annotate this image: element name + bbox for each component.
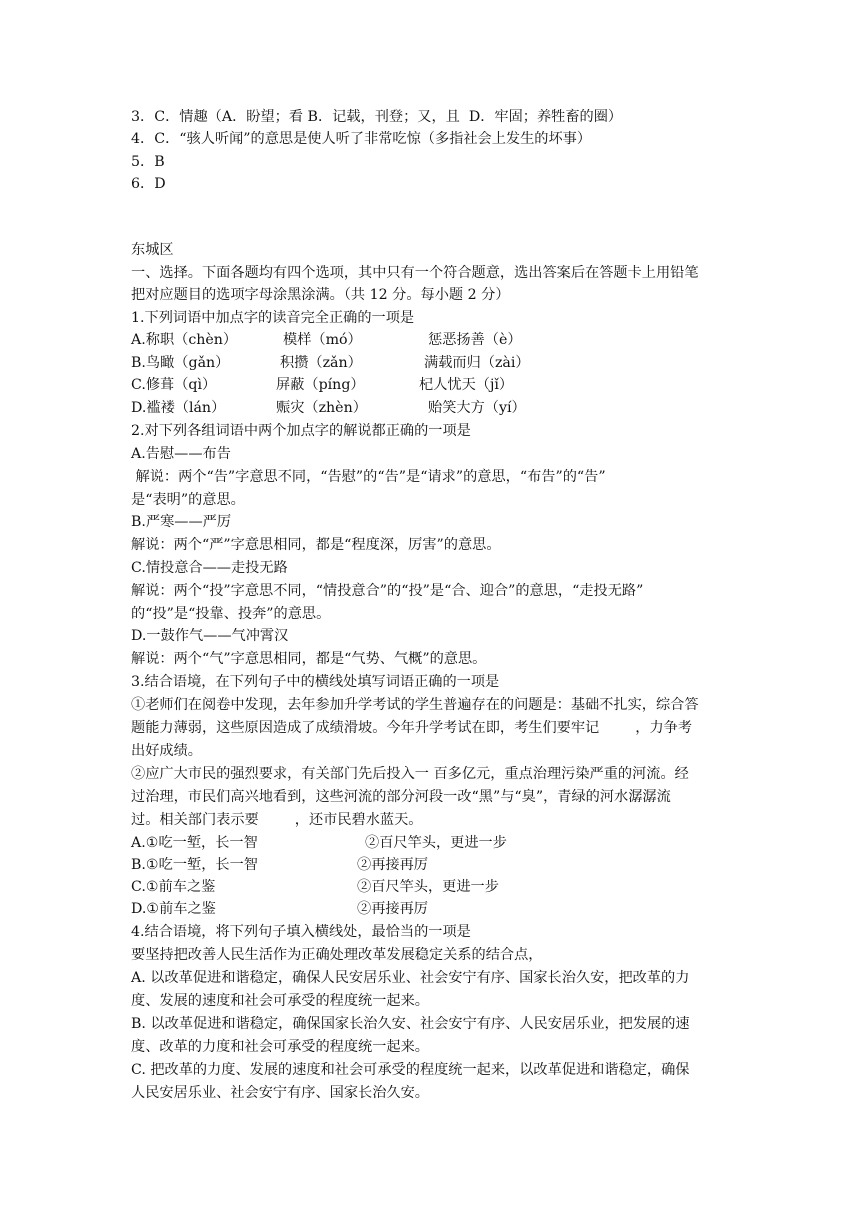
q2-option-c: C.情投意合——走投无路 xyxy=(131,560,288,576)
q2-option-d: D.一鼓作气——气冲霄汉 xyxy=(131,628,289,644)
q1-stem: 1.下列词语中加点字的读音完全正确的一项是 xyxy=(131,310,415,326)
q4-stem: 4.结合语境，将下列句子填入横线处，最恰当的一项是 xyxy=(131,924,471,940)
q3-option-a-part2: ②百尺竿头，更进一步 xyxy=(365,835,507,851)
q1-option-a-word3: 惩恶扬善（è） xyxy=(428,332,522,348)
q4-option-a-line-1: A. 以改革促进和谐稳定，确保人民安居乐业、社会安宁有序、国家长治久安，把改革的力 xyxy=(131,970,690,986)
q1-option-d-word3: 贻笑大方（yí） xyxy=(428,400,526,416)
q2-option-b-explanation: 解说：两个“严”字意思相同，都是“程度深，厉害”的意思。 xyxy=(131,537,501,553)
q4-option-c-line-1: C. 把改革的力度、发展的速度和社会可承受的程度统一起来，以改革促进和谐稳定，确保 xyxy=(131,1062,690,1078)
q1-option-b-word2: 积攒（zǎn） xyxy=(280,355,362,371)
q4-option-c-line-2: 人民安居乐业、社会安宁有序、国家长治久安。 xyxy=(131,1085,429,1101)
q3-option-d-part1: D.①前车之鉴 xyxy=(131,901,216,917)
q3-sentence1-line-2: 题能力薄弱，这些原因造成了成绩滑坡。今年升学考试在即，考生们要牢记 ，力争考 xyxy=(131,720,693,736)
q3-option-a-part1: A.①吃一堑，长一智 xyxy=(131,835,258,851)
q3-option-c-part2: ②百尺竿头，更进一步 xyxy=(357,879,499,895)
q2-option-c-explanation-2: 的“投”是“投靠、投奔”的意思。 xyxy=(131,606,331,622)
q2-option-a-explanation-2: 是“表明”的意思。 xyxy=(131,492,245,508)
q3-sentence2-line-2: 过治理，市民们高兴地看到，这些河流的部分河段一改“黑”与“臭”，青绿的河水潺潺流 xyxy=(131,789,671,805)
q3-sentence1-line-3: 出好成绩。 xyxy=(131,743,202,759)
section-intro-line-2: 把对应题目的选项字母涂黑涂满。（共 12 分。每小题 2 分） xyxy=(131,287,510,303)
q1-option-c-word1: C.修葺（qì） xyxy=(131,377,217,393)
q1-option-d-word2: 赈灾（zhèn） xyxy=(276,400,367,416)
q2-option-b: B.严寒——严厉 xyxy=(131,514,232,530)
q4-context: 要坚持把改善人民生活作为正确处理改革发展稳定关系的结合点， xyxy=(131,947,543,963)
q3-option-d-part2: ②再接再厉 xyxy=(357,901,428,917)
q1-option-b-word1: B.鸟瞰（gǎn） xyxy=(131,355,230,371)
q1-option-a-word2: 模样（mó） xyxy=(283,332,362,348)
q3-stem: 3.结合语境，在下列句子中的横线处填写词语正确的一项是 xyxy=(131,674,500,690)
q4-option-b-line-1: B. 以改革促进和谐稳定，确保国家长治久安、社会安宁有序、人民安居乐业，把发展的速 xyxy=(131,1016,690,1032)
q4-option-b-line-2: 度、改革的力度和社会可承受的程度统一起来。 xyxy=(131,1039,429,1055)
q3-sentence2-line-3: 过。相关部门表示要 ，还市民碧水蓝天。 xyxy=(131,812,423,828)
q2-option-c-explanation-1: 解说：两个“投”字意思不同，“情投意合”的“投”是“合、迎合”的意思，“走投无路” xyxy=(131,583,644,599)
answer-3: 3．C．情趣（A．盼望；看 B．记载，刊登；又，且 D．牢固；养牲畜的圈） xyxy=(131,109,623,125)
q4-option-a-line-2: 度、发展的速度和社会可承受的程度统一起来。 xyxy=(131,993,429,1009)
district-heading: 东城区 xyxy=(131,242,174,258)
q1-option-c-word2: 屏蔽（píng） xyxy=(276,377,365,393)
q1-option-b-word3: 满载而归（zài） xyxy=(424,355,530,371)
section-intro-line-1: 一、选择。下面各题均有四个选项，其中只有一个符合题意，选出答案后在答题卡上用铅笔 xyxy=(131,265,699,281)
q2-option-a-explanation-1: 解说：两个“告”字意思不同，“告慰”的“告”是“请求”的意思，“布告”的“告” xyxy=(131,469,606,485)
q2-option-d-explanation: 解说：两个“气”字意思相同，都是“气势、气概”的意思。 xyxy=(131,651,487,667)
q1-option-c-word3: 杞人忧天（jǐ） xyxy=(419,377,514,393)
q2-stem: 2.对下列各组词语中两个加点字的解说都正确的一项是 xyxy=(131,423,471,439)
q1-option-d-word1: D.褴褛（lán） xyxy=(131,400,226,416)
q3-option-b-part1: B.①吃一堑，长一智 xyxy=(131,857,258,873)
answer-4: 4．C．“骇人听闻”的意思是使人听了非常吃惊（多指社会上发生的坏事） xyxy=(131,131,592,147)
q3-option-c-part1: C.①前车之鉴 xyxy=(131,879,216,895)
answer-5: 5．B xyxy=(131,154,165,170)
q3-sentence2-line-1: ②应广大市民的强烈要求，有关部门先后投入一 百多亿元，重点治理污染严重的河流。经 xyxy=(131,766,689,782)
q3-sentence1-line-1: ①老师们在阅卷中发现，去年参加升学考试的学生普遍存在的问题是：基础不扎实，综合答 xyxy=(131,697,699,713)
q1-option-a-word1: A.称职（chèn） xyxy=(131,332,238,348)
q3-option-b-part2: ②再接再厉 xyxy=(357,857,428,873)
q2-option-a: A.告慰——布告 xyxy=(131,446,231,462)
answer-6: 6．D xyxy=(131,176,166,192)
